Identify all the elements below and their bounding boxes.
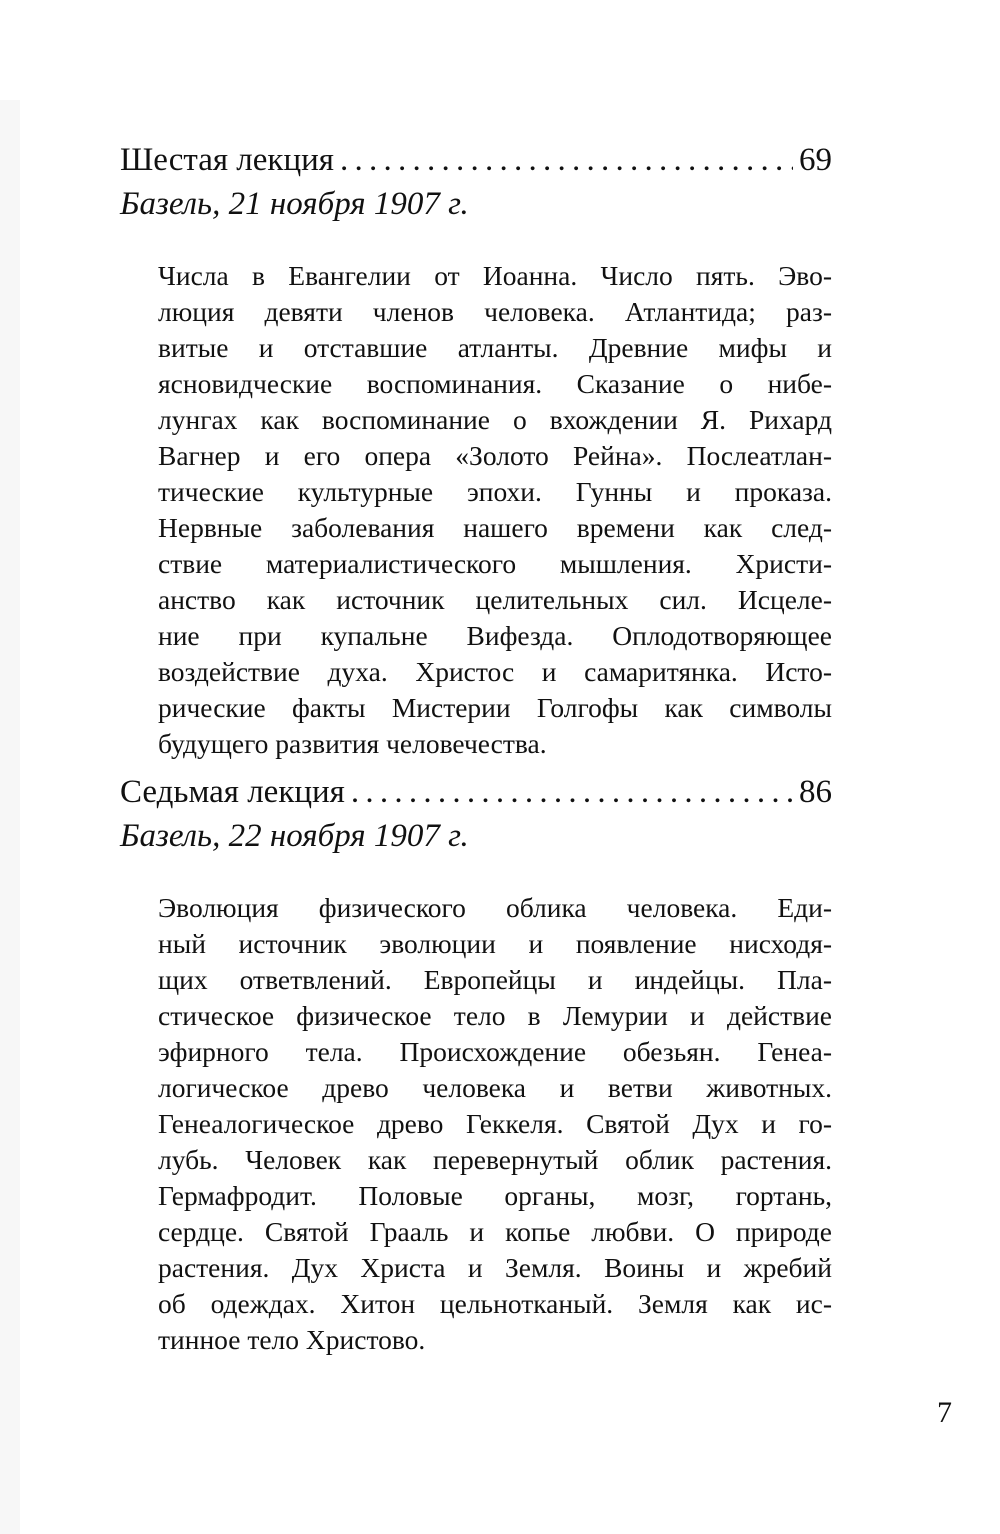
lecture-title: Шестая лекция (120, 142, 334, 178)
lecture-page-number: 69 (799, 142, 832, 178)
summary-line: ный источник эволюции и появление нисходя- (158, 928, 832, 959)
page-number: 7 (937, 1396, 952, 1429)
summary-line: эфирного тела. Происхождение обезьян. Генеа- (158, 1036, 832, 1067)
summary-line: Эволюция физического облика человека. Еди- (158, 892, 832, 923)
summary-line: будущего развития человечества. (158, 728, 547, 759)
summary-line: Генеалогическое древо Геккеля. Святой Дух и го- (158, 1108, 832, 1139)
toc-heading-line[interactable] (120, 770, 832, 814)
summary-line: Нервные заболевания нашего времени как след- (158, 512, 832, 543)
summary-line: тические культурные эпохи. Гунны и проказа. (158, 476, 832, 507)
summary-line: лубь. Человек как перевернутый облик растения. (158, 1144, 832, 1175)
lecture-title: Седьмая лекция (120, 774, 345, 810)
toc-entry-sixth-lecture (120, 138, 832, 762)
leader-dots (351, 770, 793, 814)
summary-line: ясновидческие воспоминания. Сказание о нибе- (158, 368, 832, 399)
summary-line: об одеждах. Хитон цельнотканый. Земля как ис- (158, 1288, 832, 1319)
lecture-summary (158, 890, 832, 1358)
summary-line: витые и отставшие атланты. Древние мифы и (158, 332, 832, 363)
summary-line: воздействие духа. Христос и самаритянка. Исто- (158, 656, 832, 687)
leader-dots (340, 138, 793, 182)
summary-line: ствие материалистического мышления. Христи- (158, 548, 832, 579)
summary-line: растения. Дух Христа и Земля. Воины и жребий (158, 1252, 832, 1283)
summary-line: Числа в Евангелии от Иоанна. Число пять. Эво- (158, 260, 832, 291)
summary-line: Вагнер и его опера «Золото Рейна». Послеатлан- (158, 440, 832, 471)
summary-line: ние при купальне Вифезда. Оплодотворяющее (158, 620, 832, 651)
summary-line: щих ответвлений. Европейцы и индейцы. Пла- (158, 964, 832, 995)
lecture-place-date: Базель, 22 ноября 1907 г. (120, 818, 469, 854)
lecture-place-date: Базель, 21 ноября 1907 г. (120, 186, 469, 222)
toc-heading-line[interactable] (120, 138, 832, 182)
page-edge-shade (0, 100, 20, 1534)
lecture-page-number: 86 (799, 774, 832, 810)
summary-line: сердце. Святой Грааль и копье любви. О природе (158, 1216, 832, 1247)
summary-line: стическое физическое тело в Лемурии и действие (158, 1000, 832, 1031)
summary-line: Гермафродит. Половые органы, мозг, гортань, (158, 1180, 832, 1211)
summary-line: тинное тело Христово. (158, 1324, 426, 1355)
summary-line: анство как источник целительных сил. Исцеле- (158, 584, 832, 615)
summary-line: люция девяти членов человека. Атлантида; раз- (158, 296, 832, 327)
summary-line: логическое древо человека и ветви животных. (158, 1072, 832, 1103)
toc-entry-seventh-lecture (120, 770, 832, 1358)
lecture-summary (158, 258, 832, 762)
summary-line: рические факты Мистерии Голгофы как символы (158, 692, 832, 723)
summary-line: лунгах как воспоминание о вхождении Я. Рихард (158, 404, 832, 435)
